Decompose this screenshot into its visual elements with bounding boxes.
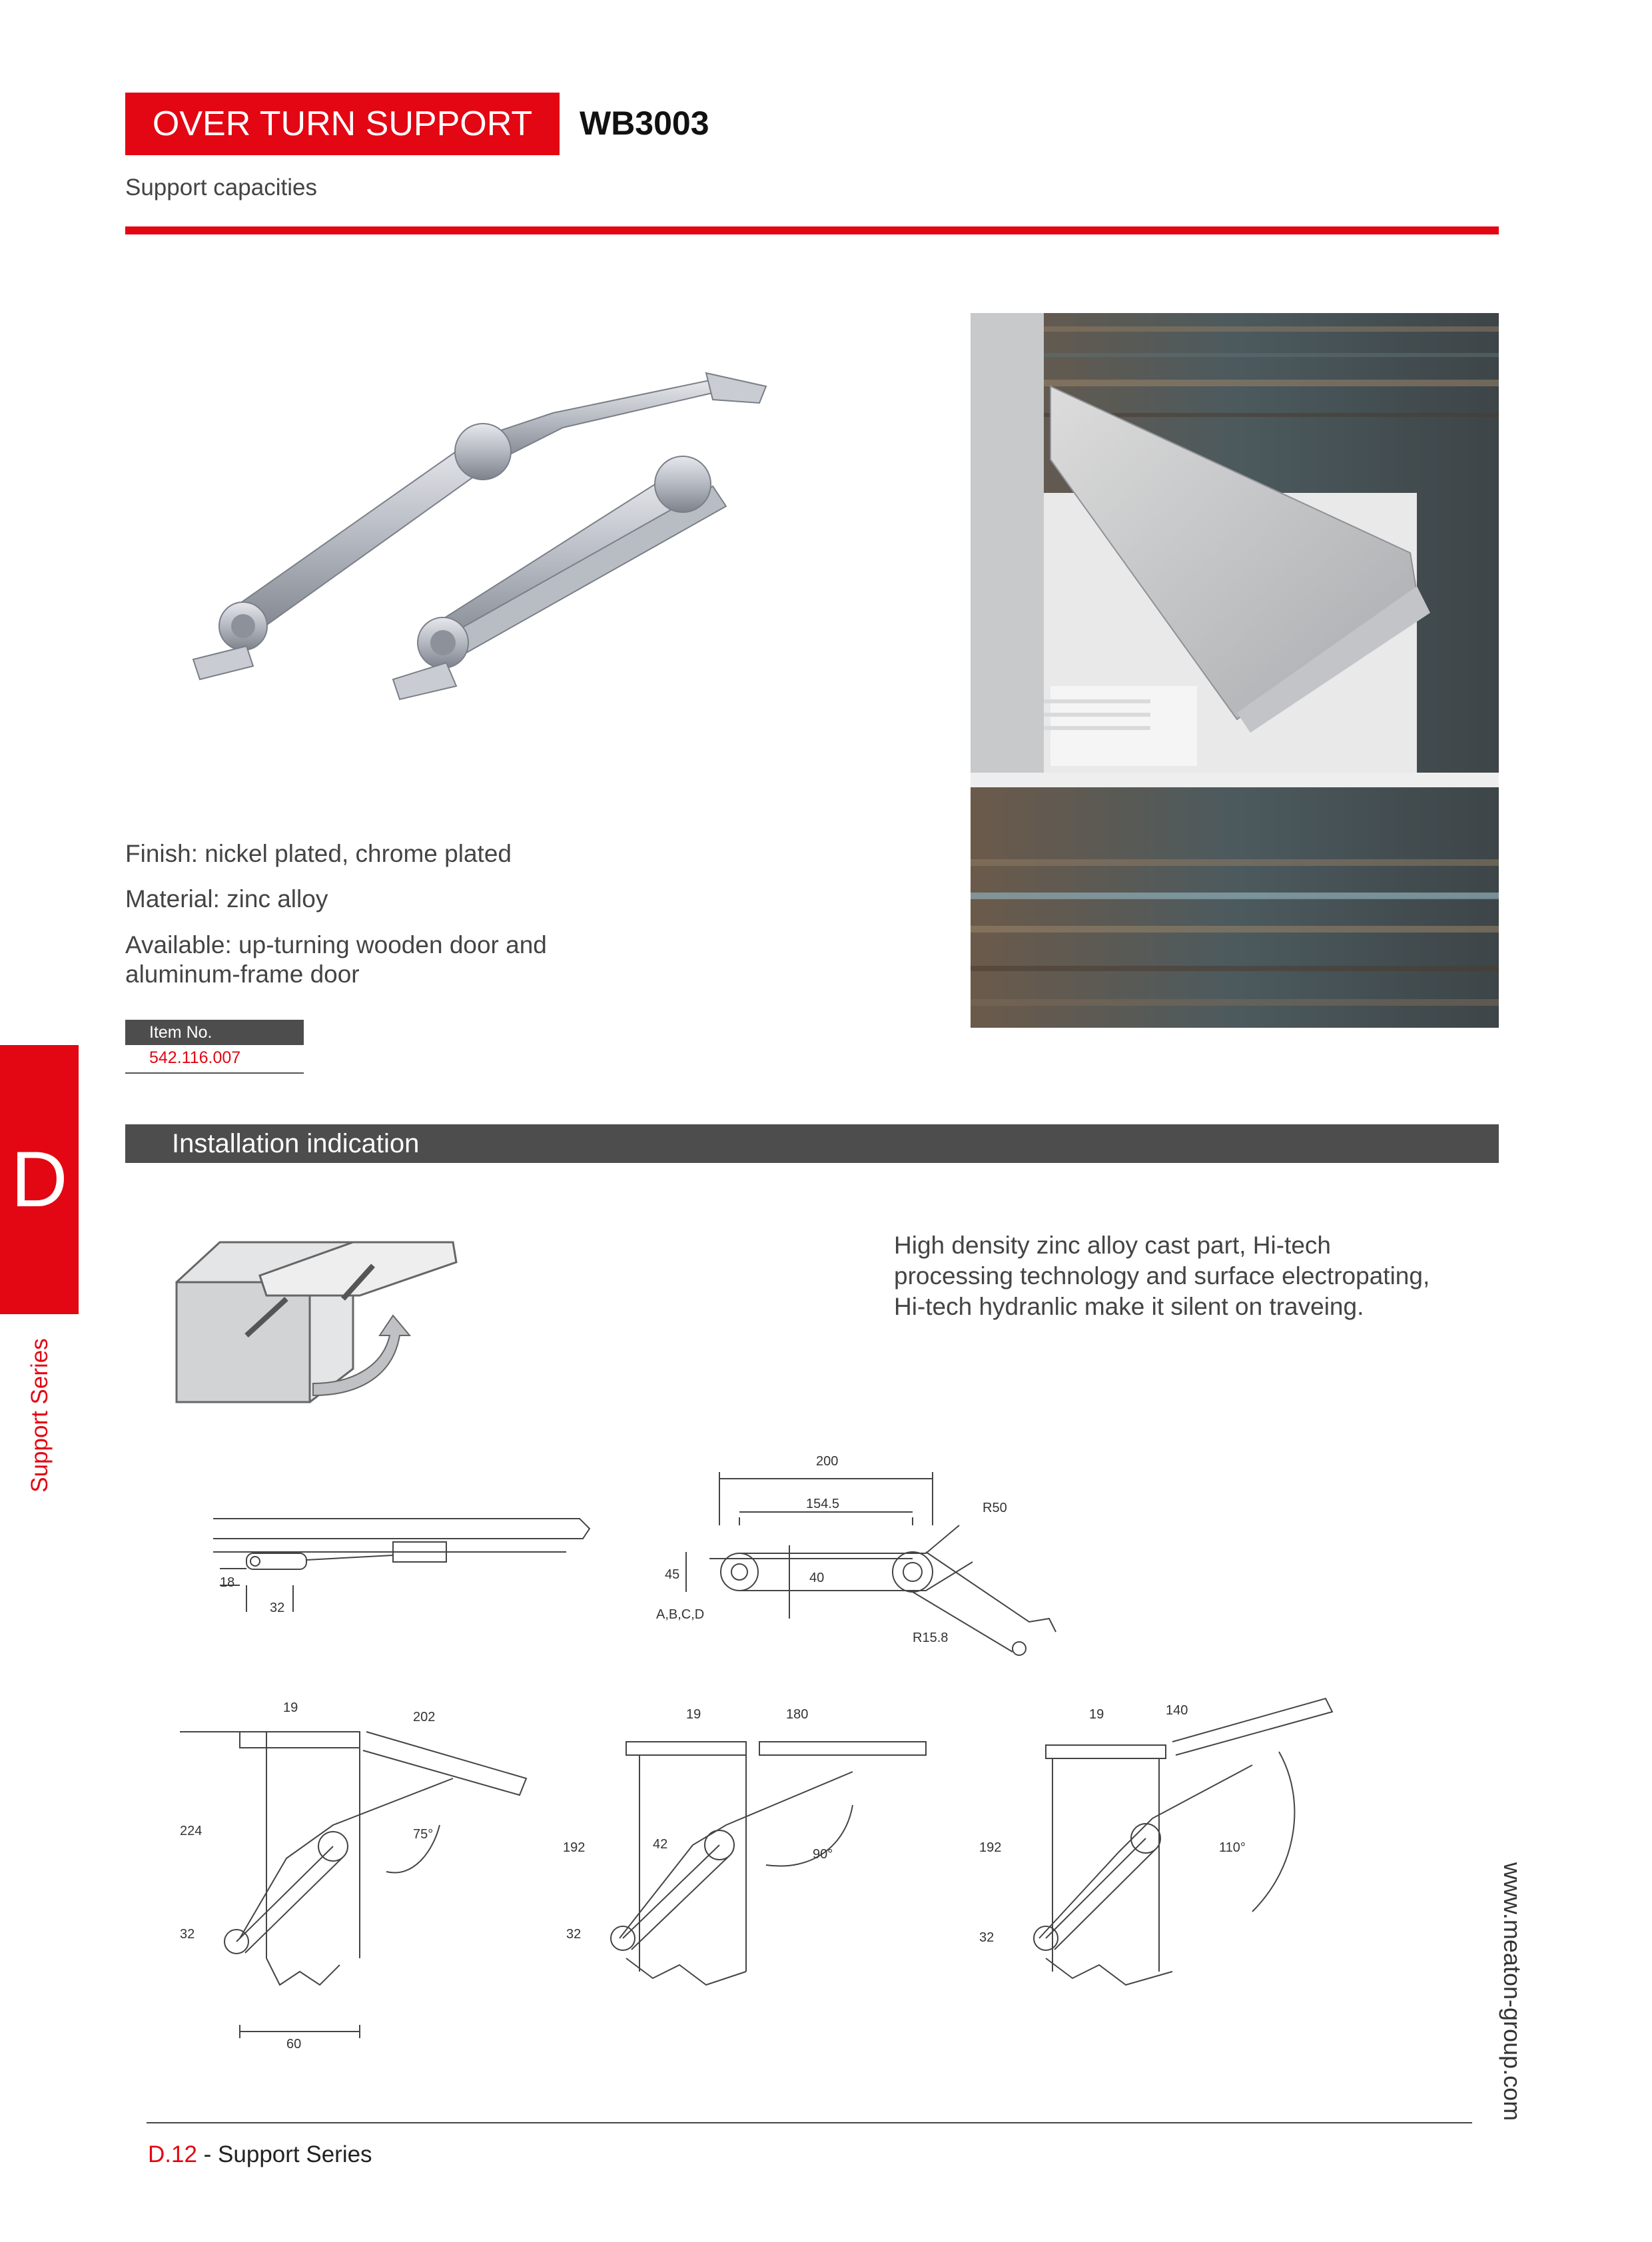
finish-spec: Finish: nickel plated, chrome plated: [125, 840, 512, 867]
dim-192-c: 192: [979, 1840, 1002, 1855]
dim-32: 32: [270, 1601, 285, 1615]
header-divider: [125, 226, 1499, 234]
dim-192-b: 192: [563, 1840, 586, 1855]
available-spec-line2: aluminum-frame door: [125, 960, 360, 988]
product-code: WB3003: [580, 105, 709, 142]
dim-202: 202: [413, 1710, 436, 1724]
product-category-title: OVER TURN SUPPORT: [125, 93, 560, 155]
footer-divider: [147, 2122, 1472, 2123]
kitchen-photo: [971, 313, 1499, 1028]
available-spec-line1: Available: up-turning wooden door and: [125, 931, 547, 958]
dim-abcd: A,B,C,D: [656, 1607, 705, 1622]
dim-140: 140: [1166, 1703, 1188, 1718]
angle-110: 110°: [1219, 1840, 1246, 1855]
opening-110-drawing: [973, 1692, 1346, 2025]
dim-19-c: 19: [1089, 1707, 1104, 1722]
dim-180: 180: [786, 1707, 809, 1722]
description-line-1: High density zinc alloy cast part, Hi-tech: [894, 1232, 1331, 1259]
opening-90-drawing: [560, 1692, 946, 2025]
dim-r50: R50: [983, 1501, 1007, 1515]
page-subtitle: Support capacities: [125, 175, 317, 200]
dim-32-c: 32: [979, 1930, 995, 1945]
dim-18: 18: [220, 1575, 235, 1590]
opening-75-drawing: [167, 1692, 540, 2078]
dim-224: 224: [180, 1824, 203, 1838]
section-side-label: Support Series: [27, 1338, 53, 1493]
dim-32-b: 32: [566, 1927, 582, 1942]
dim-60: 60: [286, 2037, 302, 2052]
installation-section-bar: Installation indication: [125, 1124, 1499, 1163]
product-photo: [180, 353, 806, 739]
dim-19: 19: [283, 1700, 298, 1715]
dim-32-a: 32: [180, 1927, 195, 1942]
dim-42: 42: [653, 1837, 668, 1852]
item-number-label: Item No.: [125, 1020, 304, 1045]
description-line-2: processing technology and surface electropating,: [894, 1262, 1430, 1290]
dim-200: 200: [816, 1454, 839, 1469]
dim-19-b: 19: [686, 1707, 701, 1722]
product-description: [894, 1230, 1493, 1322]
arm-dimension-drawing: [646, 1452, 1126, 1659]
angle-90: 90°: [813, 1847, 833, 1862]
item-number-value: 542.116.007: [149, 1048, 241, 1067]
page-footer: [148, 2141, 372, 2168]
page-number: D.12: [148, 2141, 197, 2167]
section-tab-letter: D: [0, 1045, 79, 1314]
dim-40: 40: [809, 1571, 825, 1585]
website-url: www.meaton-group.com: [1499, 1862, 1526, 2121]
description-line-3: Hi-tech hydranlic make it silent on traveing.: [894, 1293, 1364, 1320]
installation-illustration: [173, 1236, 466, 1422]
side-view-drawing: [193, 1512, 606, 1632]
dim-45: 45: [665, 1567, 680, 1582]
material-spec: Material: zinc alloy: [125, 885, 328, 913]
angle-75: 75°: [413, 1827, 434, 1842]
dim-r15-8: R15.8: [913, 1631, 949, 1645]
footer-section: - Support Series: [197, 2141, 372, 2167]
item-number-underline: [125, 1072, 304, 1074]
dim-154-5: 154.5: [806, 1497, 840, 1511]
